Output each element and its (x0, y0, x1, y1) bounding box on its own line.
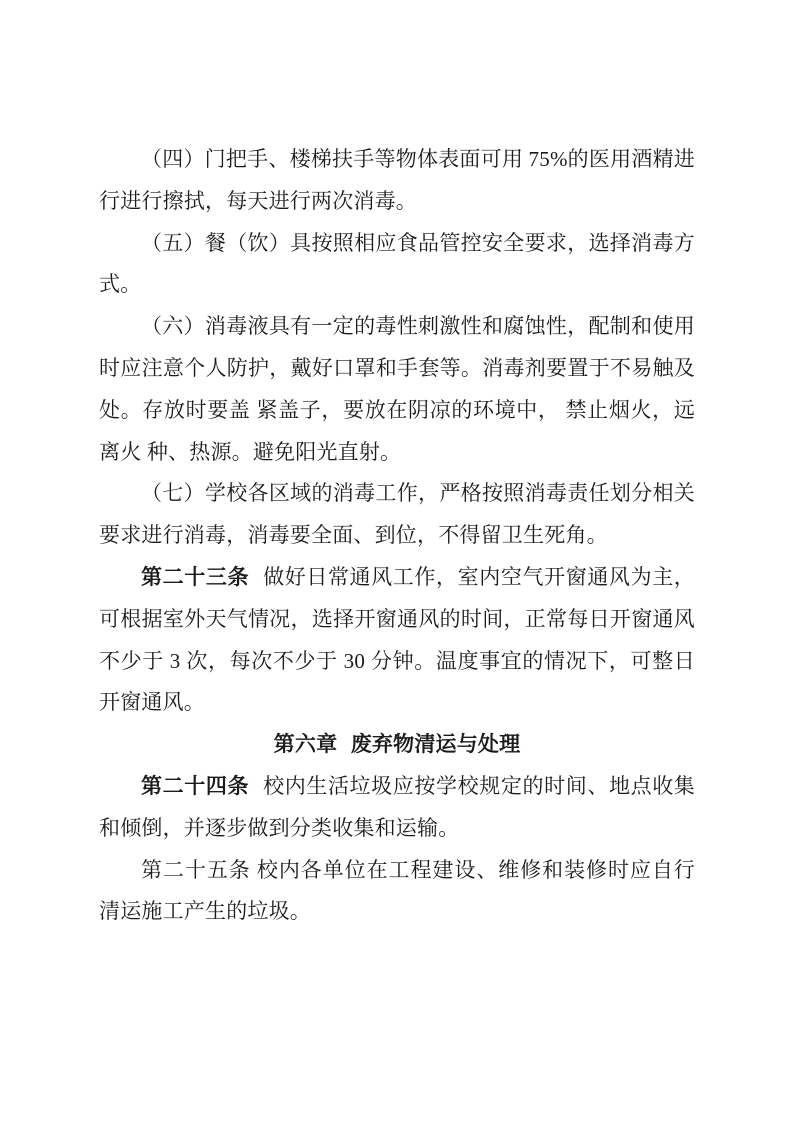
paragraph-clause-4 (99, 139, 695, 223)
paragraph-article-25 (99, 850, 695, 934)
paragraph-article-24 (99, 766, 695, 850)
chapter-6-heading (99, 724, 695, 766)
document-content (99, 139, 695, 933)
paragraph-article-23 (99, 557, 695, 724)
article-23-text: 做好日常通风工作，室内空气开窗通风为主，可根据室外天气情况，选择开窗通风的时间，正常每日开窗通风不少于 3 次，每次不少于 30 分钟。温度事宜的情况下，可整日开窗通风。 (99, 564, 696, 715)
paragraph-clause-5 (99, 223, 695, 307)
paragraph-clause-7 (99, 473, 695, 557)
clause-5-text: （五）餐（饮）具按照相应食品管控安全要求，选择消毒方式。 (99, 230, 695, 297)
article-23-number: 第二十三条 (141, 564, 250, 589)
chapter-6-heading-text: 第六章 废弃物清运与处理 (273, 732, 521, 757)
article-24-text: 校内生活垃圾应按学校规定的时间、地点收集和倾倒，并逐步做到分类收集和运输。 (99, 773, 696, 840)
clause-6-text: （六）消毒液具有一定的毒性刺激性和腐蚀性，配制和使用时应注意个人防护，戴好口罩和手套等。消毒剂要置于不易触及处。存放时要盖 紧盖子，要放在阴凉的环境中， 禁止烟火，远离火 种、热源。避免阳光直射。 (99, 314, 695, 464)
article-25-text: 第二十五条 校内各单位在工程建设、维修和装修时应自行清运施工产生的垃圾。 (99, 857, 695, 924)
clause-4-text: （四）门把手、楼梯扶手等物体表面可用 75%的医用酒精进行进行擦拭，每天进行两次消毒。 (99, 147, 695, 213)
clause-7-text: （七）学校各区域的消毒工作，严格按照消毒责任划分相关要求进行消毒，消毒要全面、到位，不得留卫生死角。 (99, 481, 695, 548)
paragraph-clause-6 (99, 306, 695, 473)
article-24-number: 第二十四条 (141, 773, 250, 798)
